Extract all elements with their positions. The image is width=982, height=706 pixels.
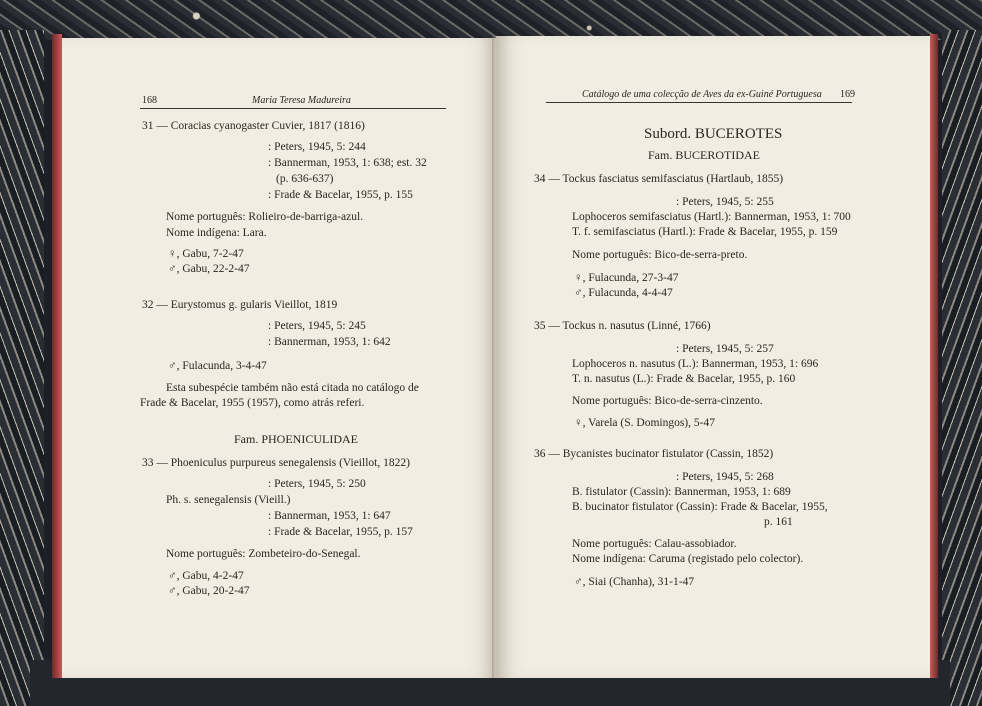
entry-31-title: 31 — Coracias cyanogaster Cuvier, 1817 (1816)	[142, 120, 365, 132]
ref-line: B. fistulator (Cassin): Bannerman, 1953, 1: 689	[572, 486, 791, 498]
ref-line: : Peters, 1945, 5: 257	[676, 343, 774, 355]
ref-line: : Peters, 1945, 5: 244	[268, 141, 366, 153]
ref-line: B. bucinator fistulator (Cassin): Frade & Bacelar, 1955,	[572, 501, 828, 513]
entry-32-title: 32 — Eurystomus g. gularis Vieillot, 1819	[142, 299, 338, 311]
common-name: Nome português: Zombeteiro-do-Senegal.	[166, 548, 361, 560]
specimen-line: ♀, Gabu, 7-2-47	[168, 248, 244, 260]
right-page-number: 169	[840, 89, 855, 100]
specimen-line: ♂, Siai (Chanha), 31-1-47	[574, 576, 695, 588]
page-edge-right	[930, 34, 938, 678]
entry-34-title: 34 — Tockus fasciatus semifasciatus (Hartlaub, 1855)	[534, 173, 784, 185]
ref-line: (p. 636-637)	[276, 173, 334, 185]
ref-line: : Peters, 1945, 5: 268	[676, 471, 774, 483]
ref-line: : Bannerman, 1953, 1: 647	[268, 510, 391, 522]
right-header-rule	[546, 102, 852, 103]
ref-line: : Frade & Bacelar, 1955, p. 157	[268, 526, 413, 538]
specimen-line: ♂, Fulacunda, 4-4-47	[574, 287, 673, 299]
native-name: Nome indígena: Caruma (registado pelo colector).	[572, 553, 804, 565]
left-header-rule	[140, 108, 446, 109]
book-cover-top	[0, 0, 982, 40]
ref-line: : Bannerman, 1953, 1: 638; est. 32	[268, 157, 427, 169]
common-name: Nome português: Calau-assobiador.	[572, 538, 737, 550]
specimen-line: ♂, Gabu, 4-2-47	[168, 570, 244, 582]
common-name: Nome português: Rolieiro-de-barriga-azul.	[166, 211, 364, 223]
native-name: Nome indígena: Lara.	[166, 227, 267, 239]
note-line: Frade & Bacelar, 1955 (1957), como atrás referi.	[140, 397, 365, 409]
ref-line: : Frade & Bacelar, 1955, p. 155	[268, 189, 413, 201]
page-edge-left	[52, 34, 62, 678]
specimen-line: ♂, Gabu, 22-2-47	[168, 263, 250, 275]
common-name: Nome português: Bico-de-serra-preto.	[572, 249, 748, 261]
book-cover-right	[942, 30, 982, 706]
suborder-heading: Subord. BUCEROTES	[644, 126, 783, 142]
ref-line: Lophoceros semifasciatus (Hartl.): Bannerman, 1953, 1: 700	[572, 211, 851, 223]
left-page-number: 168	[142, 95, 157, 106]
specimen-line: ♂, Fulacunda, 3-4-47	[168, 360, 267, 372]
note-line: Esta subespécie também não está citada no catálogo de	[166, 382, 419, 394]
family-heading: Fam. BUCEROTIDAE	[648, 148, 760, 162]
left-page	[62, 38, 496, 678]
family-heading: Fam. PHOENICULIDAE	[234, 432, 358, 446]
ref-line: Lophoceros n. nasutus (L.): Bannerman, 1953, 1: 696	[572, 358, 819, 370]
ref-line: p. 161	[764, 516, 793, 528]
right-page	[496, 36, 930, 678]
specimen-line: ♀, Varela (S. Domingos), 5-47	[574, 417, 715, 429]
ref-line: T. n. nasutus (L.): Frade & Bacelar, 1955, p. 160	[572, 373, 796, 385]
right-running-head: Catálogo de uma colecção de Aves da ex-Guiné Portuguesa	[582, 89, 822, 100]
specimen-line: ♂, Gabu, 20-2-47	[168, 585, 250, 597]
book-cover-left	[0, 30, 44, 706]
ref-line: : Peters, 1945, 5: 250	[268, 478, 366, 490]
ref-line: : Peters, 1945, 5: 255	[676, 196, 774, 208]
specimen-line: ♀, Fulacunda, 27-3-47	[574, 272, 679, 284]
entry-36-title: 36 — Bycanistes bucinator fistulator (Cassin, 1852)	[534, 448, 774, 460]
left-running-head: Maria Teresa Madureira	[252, 95, 351, 106]
entry-33-title: 33 — Phoeniculus purpureus senegalensis (Vieillot, 1822)	[142, 457, 410, 469]
ref-line: T. f. semifasciatus (Hartl.): Frade & Bacelar, 1955, p. 159	[572, 226, 838, 238]
entry-35-title: 35 — Tockus n. nasutus (Linné, 1766)	[534, 320, 711, 332]
ref-line: : Peters, 1945, 5: 245	[268, 320, 366, 332]
common-name: Nome português: Bico-de-serra-cinzento.	[572, 395, 763, 407]
ref-line: Ph. s. senegalensis (Vieill.)	[166, 494, 291, 506]
ref-line: : Bannerman, 1953, 1: 642	[268, 336, 391, 348]
